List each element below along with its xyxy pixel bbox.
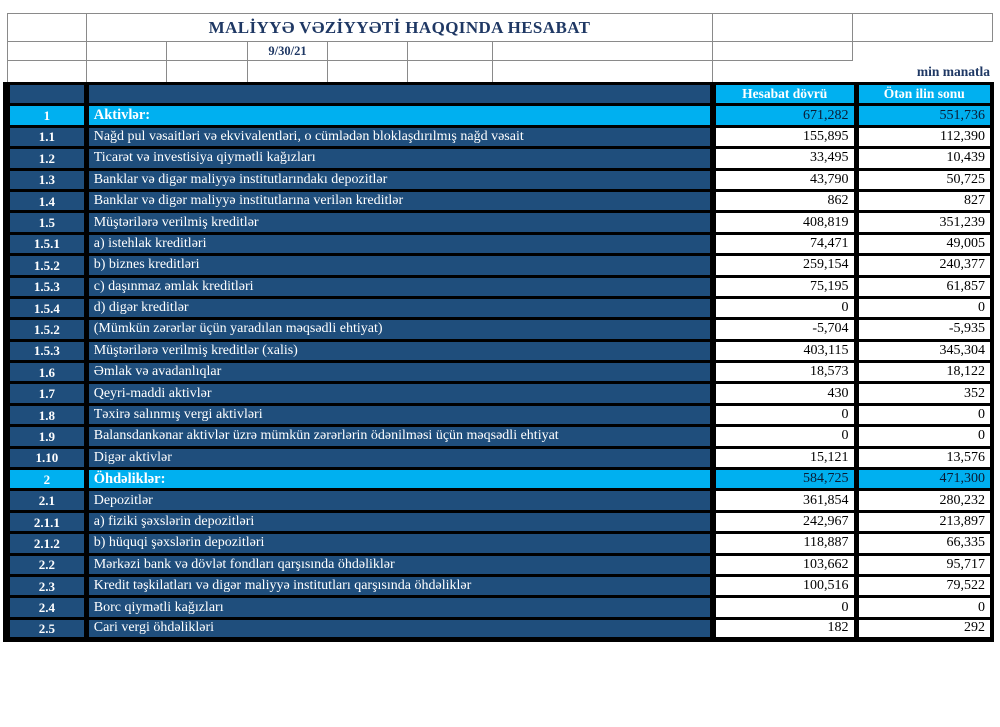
row-label[interactable]: Borc qiymətli kağızları — [86, 597, 713, 618]
table-row — [7, 276, 993, 297]
row-label[interactable]: Balansdankənar aktivlər üzrə mümkün zərərlərin ödənilməsi üçün məqsədli ehtiyat — [86, 426, 713, 447]
sheet-header-grid — [7, 13, 993, 83]
row-value-period[interactable]: 430 — [713, 383, 856, 404]
row-label[interactable]: Öhdəliklər: — [86, 469, 713, 490]
row-label[interactable]: Depozitlər — [86, 490, 713, 511]
row-label[interactable]: Əmlak və avadanlıqlar — [86, 362, 713, 383]
table-row — [7, 255, 993, 276]
empty-cell — [87, 42, 167, 61]
table-row — [7, 319, 993, 340]
row-value-prior[interactable]: 66,335 — [856, 533, 992, 554]
column-header-prior[interactable]: Ötən ilin sonu — [856, 84, 992, 105]
row-value-prior[interactable]: 10,439 — [856, 148, 992, 169]
empty-cell — [248, 61, 328, 83]
row-number[interactable]: 1.5.3 — [7, 340, 87, 361]
table-row — [7, 190, 993, 211]
row-label[interactable]: Banklar və digər maliyyə institutlarına verilən kreditlər — [86, 190, 713, 211]
empty-cell — [328, 61, 408, 83]
table-row — [7, 426, 993, 447]
table-row — [7, 362, 993, 383]
column-header-row — [7, 84, 993, 105]
row-value-period[interactable]: 584,725 — [713, 469, 856, 490]
row-label[interactable]: (Mümkün zərərlər üçün yaradılan məqsədli ehtiyat) — [86, 319, 713, 340]
row-label[interactable]: Qeyri-maddi aktivlər — [86, 383, 713, 404]
row-number[interactable]: 1 — [7, 105, 87, 126]
row-number[interactable]: 1.5 — [7, 212, 87, 233]
row-label[interactable]: Nağd pul vəsaitləri və ekvivalentləri, o cümlədən bloklaşdırılmış nağd vəsait — [86, 126, 713, 147]
row-value-period[interactable]: 0 — [713, 297, 856, 318]
row-value-prior[interactable]: 50,725 — [856, 169, 992, 190]
row-value-prior[interactable]: -5,935 — [856, 319, 992, 340]
empty-cell — [167, 61, 248, 83]
balance-sheet — [3, 82, 994, 642]
row-value-period[interactable]: 862 — [713, 190, 856, 211]
table-row — [7, 490, 993, 511]
row-value-prior[interactable]: 112,390 — [856, 126, 992, 147]
row-value-period[interactable]: -5,704 — [713, 319, 856, 340]
row-value-period[interactable]: 361,854 — [713, 490, 856, 511]
row-number[interactable]: 1.5.4 — [7, 297, 87, 318]
empty-cell — [853, 14, 993, 42]
empty-cell — [408, 42, 493, 61]
row-value-prior[interactable]: 280,232 — [856, 490, 992, 511]
row-label[interactable]: Cari vergi öhdəlikləri — [86, 618, 713, 639]
row-value-prior[interactable]: 79,522 — [856, 575, 992, 596]
row-number[interactable]: 1.5.2 — [7, 255, 87, 276]
table-row — [7, 233, 993, 254]
row-label[interactable]: Təxirə salınmış vergi aktivləri — [86, 404, 713, 425]
empty-cell — [408, 61, 493, 83]
row-value-prior[interactable]: 827 — [856, 190, 992, 211]
row-number[interactable]: 1.5.2 — [7, 319, 87, 340]
row-value-prior[interactable]: 213,897 — [856, 511, 992, 532]
row-value-period[interactable]: 408,819 — [713, 212, 856, 233]
row-value-prior[interactable]: 0 — [856, 404, 992, 425]
empty-cell — [7, 14, 87, 42]
table-row — [7, 575, 993, 596]
table-row — [7, 212, 993, 233]
table-row — [7, 169, 993, 190]
unit-label[interactable]: min manatla — [916, 64, 990, 79]
table-row — [7, 533, 993, 554]
row-number[interactable]: 2.1.2 — [7, 533, 87, 554]
empty-cell — [493, 42, 713, 61]
row-number[interactable]: 1.3 — [7, 169, 87, 190]
row-label[interactable]: Ticarət və investisiya qiymətli kağızları — [86, 148, 713, 169]
table-row — [7, 340, 993, 361]
row-label[interactable]: a) fiziki şəxslərin depozitləri — [86, 511, 713, 532]
row-value-prior[interactable]: 351,239 — [856, 212, 992, 233]
empty-cell — [167, 42, 248, 61]
row-number[interactable]: 2.3 — [7, 575, 87, 596]
row-number[interactable]: 2.4 — [7, 597, 87, 618]
row-value-prior[interactable]: 0 — [856, 597, 992, 618]
row-label[interactable]: Aktivlər: — [86, 105, 713, 126]
row-value-period[interactable]: 75,195 — [713, 276, 856, 297]
row-value-prior[interactable]: 471,300 — [856, 469, 992, 490]
row-number[interactable]: 2.1 — [7, 490, 87, 511]
row-value-period[interactable]: 18,573 — [713, 362, 856, 383]
row-value-prior[interactable]: 292 — [856, 618, 992, 639]
row-value-prior[interactable]: 95,717 — [856, 554, 992, 575]
table-row — [7, 105, 993, 126]
row-value-period[interactable]: 155,895 — [713, 126, 856, 147]
table-row — [7, 469, 993, 490]
row-value-period[interactable]: 259,154 — [713, 255, 856, 276]
row-label[interactable]: Banklar və digər maliyyə institutlarındakı depozitlər — [86, 169, 713, 190]
row-label[interactable]: Kredit təşkilatları və digər maliyyə institutları qarşısında öhdəliklər — [86, 575, 713, 596]
table-row — [7, 126, 993, 147]
row-value-prior[interactable]: 49,005 — [856, 233, 992, 254]
row-value-period[interactable]: 242,967 — [713, 511, 856, 532]
row-value-period[interactable]: 15,121 — [713, 447, 856, 468]
table-row — [7, 597, 993, 618]
report-title[interactable]: MALİYYƏ VƏZİYYƏTİ HAQQINDA HESABAT — [87, 14, 713, 42]
row-value-period[interactable]: 403,115 — [713, 340, 856, 361]
empty-cell — [7, 42, 87, 61]
row-label[interactable]: d) digər kreditlər — [86, 297, 713, 318]
balance-table — [3, 82, 994, 642]
row-value-period[interactable]: 0 — [713, 426, 856, 447]
row-value-prior[interactable]: 0 — [856, 297, 992, 318]
row-number[interactable]: 1.2 — [7, 148, 87, 169]
row-value-prior[interactable]: 13,576 — [856, 447, 992, 468]
row-number[interactable]: 1.8 — [7, 404, 87, 425]
row-number[interactable]: 1.9 — [7, 426, 87, 447]
row-value-period[interactable]: 118,887 — [713, 533, 856, 554]
title-row — [7, 14, 993, 42]
empty-cell — [493, 61, 713, 83]
row-label[interactable]: b) biznes kreditləri — [86, 255, 713, 276]
row-value-period[interactable]: 74,471 — [713, 233, 856, 254]
row-label[interactable]: Müştərilərə verilmiş kreditlər (xalis) — [86, 340, 713, 361]
row-label[interactable]: c) daşınmaz əmlak kreditləri — [86, 276, 713, 297]
row-value-prior[interactable]: 18,122 — [856, 362, 992, 383]
empty-cell — [853, 42, 993, 61]
row-number[interactable]: 1.5.1 — [7, 233, 87, 254]
table-row — [7, 148, 993, 169]
row-value-prior[interactable]: 240,377 — [856, 255, 992, 276]
row-value-prior[interactable]: 0 — [856, 426, 992, 447]
row-value-period[interactable]: 100,516 — [713, 575, 856, 596]
report-date[interactable]: 9/30/21 — [248, 42, 328, 61]
row-value-period[interactable]: 671,282 — [713, 105, 856, 126]
table-row — [7, 511, 993, 532]
empty-cell — [328, 42, 408, 61]
row-value-period[interactable]: 33,495 — [713, 148, 856, 169]
row-number[interactable]: 2 — [7, 469, 87, 490]
row-number[interactable]: 1.5.3 — [7, 276, 87, 297]
row-value-period[interactable]: 182 — [713, 618, 856, 639]
row-value-prior[interactable]: 551,736 — [856, 105, 992, 126]
row-label[interactable]: a) istehlak kreditləri — [86, 233, 713, 254]
row-number[interactable]: 2.5 — [7, 618, 87, 639]
row-number[interactable]: 1.4 — [7, 190, 87, 211]
row-number[interactable]: 1.10 — [7, 447, 87, 468]
unit-row — [7, 61, 993, 83]
row-number[interactable]: 1.6 — [7, 362, 87, 383]
empty-cell — [87, 61, 167, 83]
row-number[interactable]: 2.2 — [7, 554, 87, 575]
table-row — [7, 297, 993, 318]
row-value-period[interactable]: 103,662 — [713, 554, 856, 575]
row-number[interactable]: 2.1.1 — [7, 511, 87, 532]
header-empty-cell — [86, 84, 713, 105]
table-row — [7, 404, 993, 425]
row-label[interactable]: Müştərilərə verilmiş kreditlər — [86, 212, 713, 233]
row-value-prior[interactable]: 61,857 — [856, 276, 992, 297]
table-row — [7, 554, 993, 575]
empty-cell — [713, 42, 853, 61]
row-value-period[interactable]: 43,790 — [713, 169, 856, 190]
row-label[interactable]: Mərkəzi bank və dövlət fondları qarşısında öhdəliklər — [86, 554, 713, 575]
row-label[interactable]: Digər aktivlər — [86, 447, 713, 468]
row-value-prior[interactable]: 345,304 — [856, 340, 992, 361]
date-row — [7, 42, 993, 61]
row-value-prior[interactable]: 352 — [856, 383, 992, 404]
table-row — [7, 447, 993, 468]
empty-cell — [7, 61, 87, 83]
table-row — [7, 383, 993, 404]
row-value-period[interactable]: 0 — [713, 404, 856, 425]
column-header-period[interactable]: Hesabat dövrü — [713, 84, 856, 105]
row-value-period[interactable]: 0 — [713, 597, 856, 618]
empty-cell — [713, 14, 853, 42]
table-row — [7, 618, 993, 639]
header-empty-cell — [7, 84, 87, 105]
row-number[interactable]: 1.7 — [7, 383, 87, 404]
row-label[interactable]: b) hüquqi şəxslərin depozitləri — [86, 533, 713, 554]
row-number[interactable]: 1.1 — [7, 126, 87, 147]
balance-table-body — [7, 84, 993, 640]
